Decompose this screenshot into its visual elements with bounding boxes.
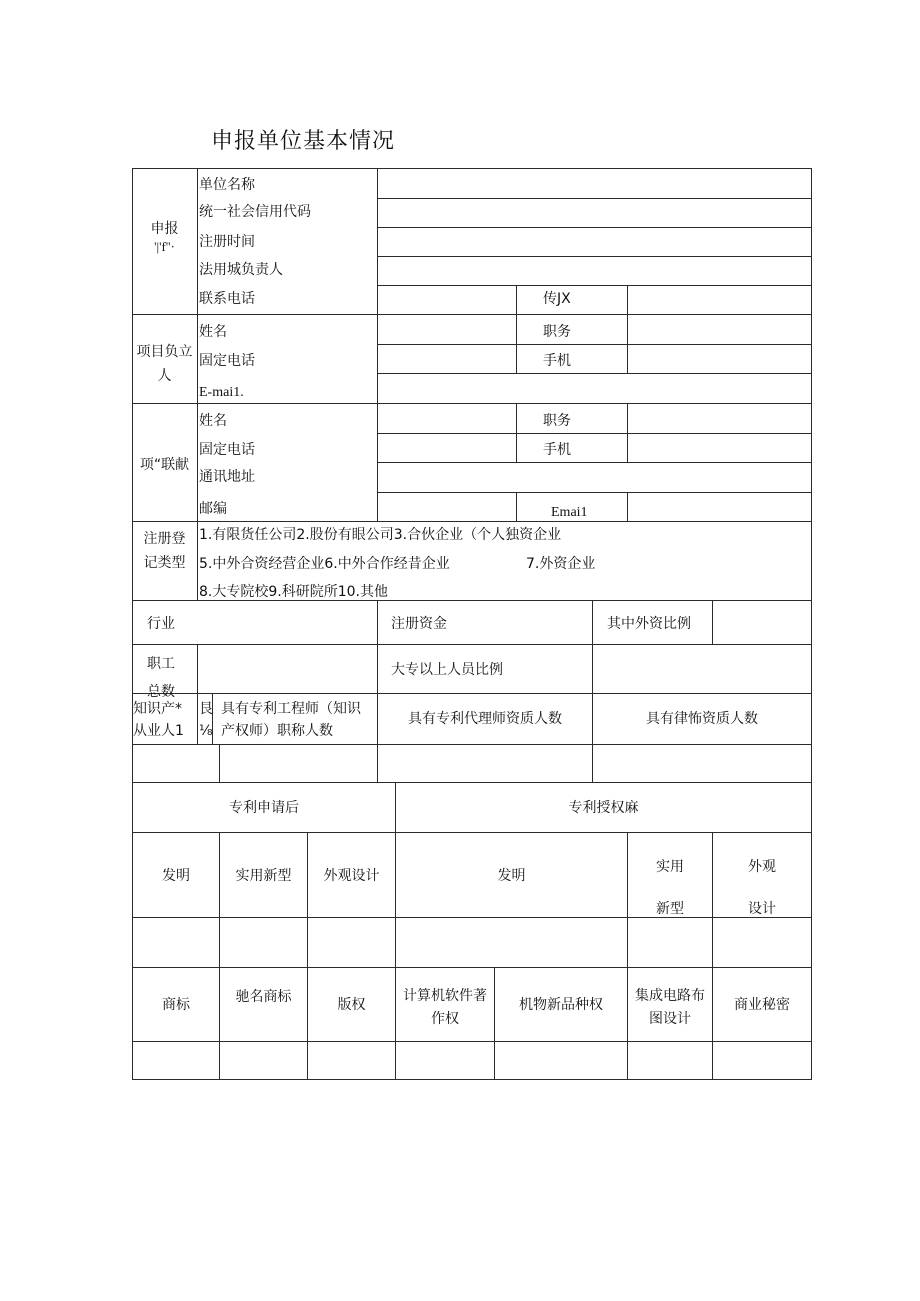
section-label-line: 实用 — [656, 859, 684, 875]
apply-invention-label: 发明 — [162, 868, 190, 884]
phone-field[interactable] — [378, 286, 516, 314]
software-copyright-label — [396, 985, 494, 1031]
section-label-line: 申报 — [150, 221, 179, 237]
section-label-line: 项目负立 — [136, 344, 193, 360]
copyright-label: 版权 — [337, 997, 366, 1013]
leader-name-label: 姓名 — [199, 324, 227, 340]
grid-line — [132, 521, 812, 522]
unit-name-field[interactable] — [378, 169, 811, 198]
grant-invention-label: 发明 — [497, 868, 526, 884]
lawyer-label: 具有律怖资质人数 — [646, 711, 758, 727]
contact-landline-label: 固定电话 — [199, 442, 255, 458]
industry-field[interactable] — [198, 601, 377, 644]
section-label-line: 设计 — [748, 901, 776, 917]
section-label-line: 外观 — [748, 859, 776, 875]
grid-line — [516, 403, 517, 462]
reg-time-field[interactable] — [378, 228, 811, 256]
grid-line — [516, 285, 517, 314]
contact-name-label: 姓名 — [199, 413, 227, 429]
legal-rep-field[interactable] — [378, 257, 811, 285]
legal-rep-label: 法用城负责人 — [199, 262, 283, 278]
leader-name-field[interactable] — [378, 315, 516, 344]
reg-type-options-line1: 1.有限货任公司2.股份有眼公司3.合伙企业（个人独资企业 — [199, 527, 562, 543]
leader-mobile-label: 手机 — [543, 353, 571, 369]
grid-line — [132, 693, 812, 694]
section-label-line: '|'f''· — [154, 239, 175, 254]
grid-line — [132, 967, 812, 968]
section-contact-label: 项“联献 — [139, 457, 190, 473]
patent-engineer-field[interactable] — [220, 745, 377, 782]
page-title: 申报单位基本情况 — [211, 129, 396, 154]
contact-position-field[interactable] — [628, 404, 811, 433]
famous-trademark-field[interactable] — [220, 1042, 307, 1079]
apply-invention-field[interactable] — [133, 918, 219, 967]
contact-postcode-field[interactable] — [378, 493, 516, 521]
section-label-line: 集成电路布 — [635, 988, 705, 1004]
reg-capital-field[interactable] — [460, 601, 592, 644]
reg-type-options-line2b: 7.外资企业 — [526, 556, 596, 572]
reg-type-label — [132, 527, 197, 575]
patent-grant-header: 专利授权麻 — [568, 800, 639, 816]
contact-address-field[interactable] — [378, 463, 811, 492]
grid-line — [377, 644, 378, 693]
credit-code-field[interactable] — [378, 199, 811, 227]
section-label-line: 从业人1 — [133, 723, 184, 739]
trademark-field[interactable] — [133, 1042, 219, 1079]
ic-layout-field[interactable] — [628, 1042, 712, 1079]
lawyer-field[interactable] — [593, 745, 811, 782]
section-label-line: 注册登 — [143, 531, 186, 547]
reg-capital-label: 注册资金 — [391, 616, 447, 632]
patent-agent-field[interactable] — [378, 745, 592, 782]
ip-staff-label — [133, 698, 184, 742]
apply-design-field[interactable] — [308, 918, 395, 967]
apply-utility-label: 实用新型 — [235, 868, 292, 884]
grid-line — [197, 168, 198, 601]
table-border-right — [811, 168, 812, 1080]
foreign-ratio-field[interactable] — [713, 601, 811, 644]
contact-email-field[interactable] — [628, 493, 811, 521]
patent-engineer-label — [221, 698, 361, 742]
section-project-leader-label — [132, 340, 197, 388]
section-label-line: ⅛ — [199, 723, 213, 739]
section-label-line: 记类型 — [143, 555, 186, 571]
table-border-bottom — [132, 1079, 812, 1080]
leader-position-field[interactable] — [628, 315, 811, 344]
section-label-line: 新型 — [656, 901, 684, 917]
grant-design-field[interactable] — [713, 918, 811, 967]
grant-invention-field[interactable] — [396, 918, 627, 967]
fax-label: 传JX — [543, 291, 571, 307]
apply-utility-field[interactable] — [220, 918, 307, 967]
foreign-ratio-label: 其中外资比例 — [607, 616, 691, 632]
section-label-line: 总数 — [147, 684, 175, 700]
grid-line — [592, 600, 593, 644]
section-label-line: 作权 — [431, 1011, 459, 1027]
contact-mobile-label: 手机 — [543, 442, 571, 458]
trade-secret-field[interactable] — [713, 1042, 811, 1079]
section-label-line: 人 — [157, 368, 172, 384]
copyright-field[interactable] — [308, 1042, 395, 1079]
section-label-line: 具有专利工程师（知识 — [221, 701, 361, 717]
leader-email-field[interactable] — [378, 374, 811, 403]
contact-mobile-field[interactable] — [628, 434, 811, 462]
section-label-line: 职工 — [147, 656, 175, 672]
leader-position-label: 职务 — [543, 324, 571, 340]
plant-variety-label: 机物新品种权 — [519, 997, 603, 1013]
ip-staff-total-field[interactable] — [133, 745, 219, 782]
ic-layout-label — [628, 985, 712, 1031]
section-label-line: 知识产* — [133, 701, 182, 717]
patent-agent-label: 具有专利代理师资质人数 — [408, 711, 562, 727]
apply-design-label: 外观设计 — [323, 868, 380, 884]
contact-position-label: 职务 — [543, 413, 571, 429]
section-label-line: 产权师）职称人数 — [221, 723, 333, 739]
ip-staff-sublabel — [199, 698, 213, 742]
credit-code-label: 统一社会信用代码 — [199, 204, 311, 220]
grid-line — [377, 600, 378, 644]
trade-secret-label: 商业秘密 — [734, 997, 790, 1013]
fax-field[interactable] — [628, 286, 811, 314]
reg-type-options-line2a: 5.中外合资经营企业6.中外合作经昔企业 — [199, 556, 450, 572]
phone-label: 联系电话 — [199, 291, 255, 307]
contact-address-label: 通讯地址 — [199, 469, 255, 485]
staff-total-field[interactable] — [198, 645, 377, 693]
grid-line — [197, 693, 198, 744]
contact-postcode-label: 邮编 — [199, 501, 227, 517]
grid-line — [516, 492, 517, 521]
grid-line — [132, 782, 812, 783]
contact-landline-field[interactable] — [378, 434, 516, 462]
famous-trademark-label: 驰名商标 — [235, 989, 292, 1005]
section-label-line: 计算机软件著 — [403, 988, 487, 1004]
section-applicant-label — [132, 220, 197, 256]
trademark-label: 商标 — [162, 997, 190, 1013]
grant-utility-field[interactable] — [628, 918, 712, 967]
software-copyright-field[interactable] — [396, 1042, 494, 1079]
grid-line — [132, 832, 812, 833]
leader-landline-label: 固定电话 — [199, 353, 255, 369]
leader-email-label: E-mai1. — [199, 385, 244, 400]
section-label-line: 艮 — [199, 701, 213, 717]
college-ratio-field[interactable] — [593, 645, 811, 693]
contact-name-field[interactable] — [378, 404, 516, 433]
reg-time-label: 注册时间 — [199, 234, 255, 250]
reg-type-options-line3: 8.大专院校9.科研院所10.其他 — [199, 584, 388, 600]
leader-mobile-field[interactable] — [628, 345, 811, 373]
grid-line — [516, 314, 517, 373]
unit-name-label: 单位名称 — [199, 177, 255, 193]
college-ratio-label: 大专以上人员比例 — [391, 662, 503, 678]
industry-label: 行业 — [147, 616, 175, 632]
plant-variety-field[interactable] — [495, 1042, 627, 1079]
leader-landline-field[interactable] — [378, 345, 516, 373]
patent-apply-header: 专利申请后 — [229, 800, 299, 816]
contact-email-label: Emai1 — [551, 505, 588, 520]
section-label-line: 图设计 — [649, 1011, 691, 1027]
